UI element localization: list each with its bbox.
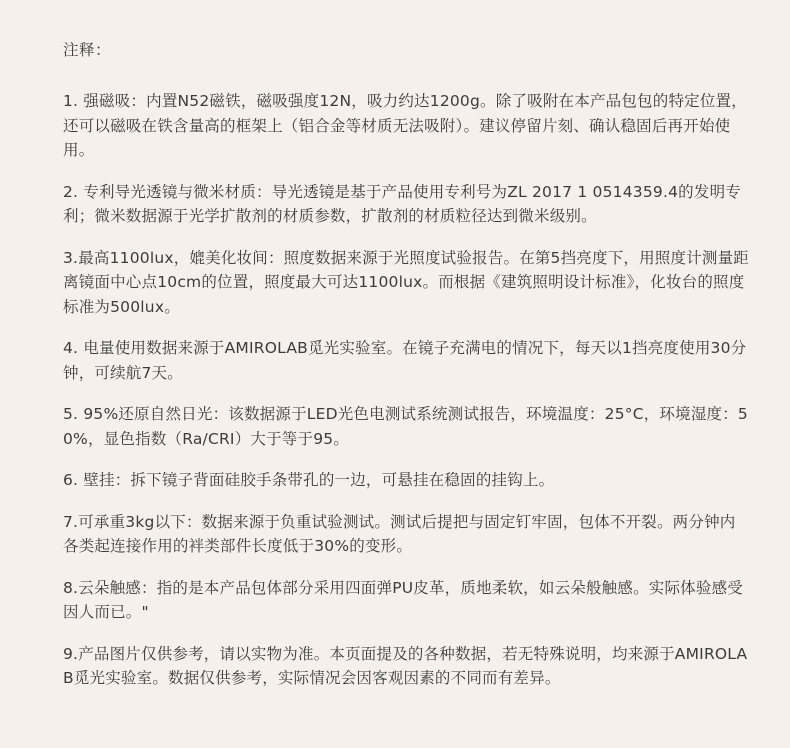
notes-title: 注释： [63, 41, 112, 59]
note-item-2: 2. 专利导光透镜与微米材质：导光透镜是基于产品使用专利号为ZL 2017 1 0514359.4的发明专利；微米数据源于光学扩散剂的材质参数，扩散剂的材质粒径达到微米级别。 [63, 182, 741, 225]
note-item-8: 8.云朵触感：指的是本产品包体部分采用四面弹PU皮革，质地柔软，如云朵般触感。实际体验感受因人而已。" [63, 578, 743, 621]
note-item-9: 9.产品图片仅供参考，请以实物为准。本页面提及的各种数据，若无特殊说明，均来源于AMIROLAB觅光实验室。数据仅供参考，实际情况会因客观因素的不同而有差异。 [63, 644, 748, 687]
note-item-3: 3.最高1100lux，媲美化妆间：照度数据来源于光照度试验报告。在第5挡亮度下，用照度计测量距离镜面中心点10cm的位置，照度最大可达1100lux。而根据《建筑照明设计标准》，化妆台的照度标准为500lux。 [63, 248, 750, 316]
note-item-1: 1. 强磁吸：内置N52磁铁，磁吸强度12N，吸力约达1200g。除了吸附在本产品包包的特定位置，还可以磁吸在铁含量高的框架上（铝合金等材质无法吸附）。建议停留片刻、确认稳固后再开始使用。 [63, 92, 747, 159]
note-item-7: 7.可承重3kg以下：数据来源于负重试验测试。测试后提把与固定钉牢固，包体不开裂。两分钟内各类起连接作用的袢类部件长度低于30%的变形。 [63, 512, 736, 555]
note-item-5: 5. 95%还原自然日光：该数据源于LED光色电测试系统测试报告，环境温度：25°C，环境湿度：50%，显色指数（Ra/CRI）大于等于95。 [63, 405, 748, 448]
note-item-6: 6. 壁挂：拆下镜子背面硅胶手条带孔的一边，可悬挂在稳固的挂钩上。 [63, 471, 555, 489]
note-item-4: 4. 电量使用数据来源于AMIROLAB觅光实验室。在镜子充满电的情况下，每天以1挡亮度使用30分钟，可续航7天。 [63, 339, 747, 382]
notes-list [63, 89, 750, 691]
